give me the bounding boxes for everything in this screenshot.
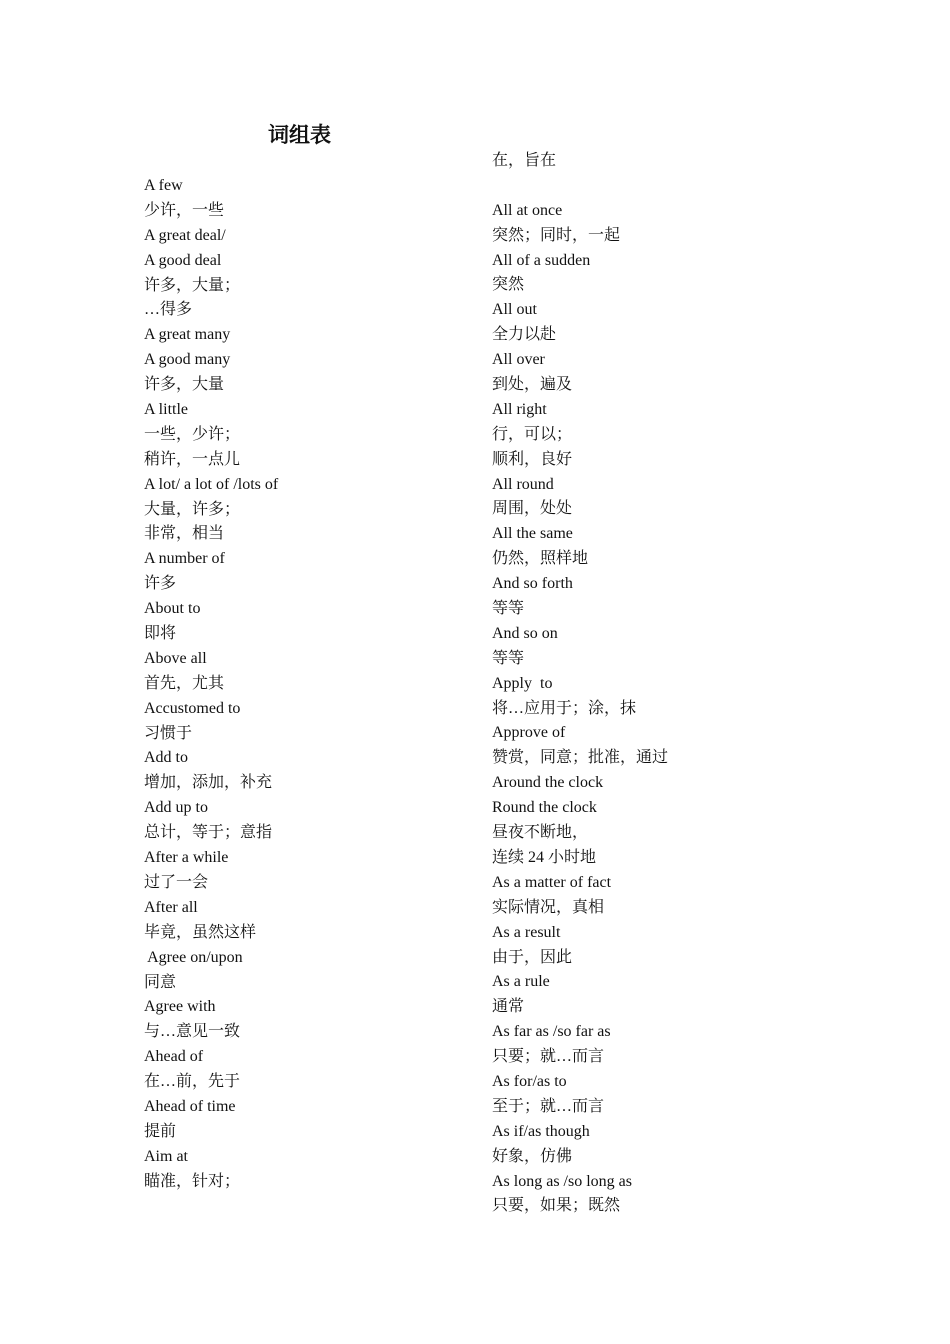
left-entry-line: 非常，相当 <box>144 525 225 543</box>
right-entry-line: All the same <box>492 525 573 543</box>
left-entry-line: 提前 <box>144 1122 177 1140</box>
right-entry-line: As a matter of fact <box>492 873 612 891</box>
right-entry-line: 连续 24 小时地 <box>492 848 597 866</box>
left-entry-line: 许多，大量 <box>144 376 225 394</box>
right-entry-line: 顺利，良好 <box>492 450 573 468</box>
left-entry-line: 与…意见一致 <box>144 1023 241 1041</box>
right-entry-line: All round <box>492 475 554 493</box>
left-entry-line: 首先，尤其 <box>144 674 225 692</box>
right-entry-line: 等等 <box>492 649 525 667</box>
left-entry-line: 少许，一些 <box>144 201 225 219</box>
left-entry-line: 习惯于 <box>144 724 193 742</box>
left-entry-line: After all <box>144 898 198 916</box>
right-entry-line: And so on <box>492 624 558 642</box>
left-entry-line: Ahead of <box>144 1048 204 1066</box>
left-entry-line: …得多 <box>144 301 193 319</box>
right-entry-line: 通常 <box>492 998 525 1016</box>
right-entry-line: As long as /so long as <box>492 1172 632 1190</box>
left-entry-line: Aim at <box>144 1147 188 1165</box>
right-entry-line: And so forth <box>492 575 573 593</box>
right-entry-line: 仍然，照样地 <box>492 550 589 568</box>
left-entry-line: 许多，大量； <box>144 276 241 294</box>
right-entry-line: 全力以赴 <box>492 326 557 344</box>
right-entry-line: Around the clock <box>492 774 604 792</box>
right-entry-line: All at once <box>492 201 563 219</box>
left-entry-line: A few <box>144 177 183 194</box>
right-entry-line: Round the clock <box>492 799 597 817</box>
right-entry-line: As a rule <box>492 973 550 991</box>
left-entry-line: 过了一会 <box>144 873 209 891</box>
right-entry-line: 行，可以； <box>492 425 573 443</box>
right-entry-line: 周围，处处 <box>492 500 573 518</box>
left-entry-line: Agree on/upon <box>144 948 243 966</box>
left-entry-line: Add to <box>144 749 188 767</box>
right-entry-line: 到处，遍及 <box>492 376 573 394</box>
right-entry-line: 实际情况，真相 <box>492 898 605 916</box>
right-entry-line: 好象，仿佛 <box>492 1147 573 1165</box>
left-entry-line: 许多 <box>144 575 177 593</box>
left-entry-line: 毕竟，虽然这样 <box>144 923 257 941</box>
left-column <box>144 174 464 1195</box>
left-entry-line: Agree with <box>144 998 216 1016</box>
left-entry-line: 总计，等于；意指 <box>144 824 273 842</box>
right-entry-line: As a result <box>492 923 561 941</box>
left-entry-line: A great many <box>144 326 231 344</box>
left-entry-line: 一些，少许； <box>144 425 241 443</box>
left-entry-line: About to <box>144 600 201 618</box>
right-entry-line: 等等 <box>492 600 525 618</box>
left-entry-line: 稍许，一点儿 <box>144 450 241 468</box>
right-entry-line <box>492 174 822 199</box>
left-entry-line: A number of <box>144 550 225 568</box>
right-entry-line: As far as /so far as <box>492 1023 611 1041</box>
right-entry-line: 将…应用于；涂，抹 <box>492 699 637 717</box>
left-entry-line: Accustomed to <box>144 699 241 717</box>
left-entry-line: 大量，许多； <box>144 500 241 518</box>
left-entry-line: Above all <box>144 649 207 667</box>
right-entry-line: 至于；就…而言 <box>492 1097 605 1115</box>
left-entry-line: 即将 <box>144 625 177 643</box>
right-entry-line: As for/as to <box>492 1072 567 1090</box>
right-entry-line: 昼夜不断地， <box>492 824 589 842</box>
page-title: 词组表 <box>268 124 331 147</box>
right-entry-line: All of a sudden <box>492 251 591 269</box>
right-entry-line: 突然 <box>492 276 525 294</box>
right-entry-line: 由于，因此 <box>492 948 573 966</box>
left-entry-line: Add up to <box>144 799 208 817</box>
left-entry-line: A great deal/ <box>144 226 226 244</box>
right-entry-line: 赞赏，同意；批准，通过 <box>492 749 669 767</box>
left-entry-line: A good deal <box>144 251 222 269</box>
left-entry-line: A good many <box>144 351 231 369</box>
left-entry-line: Ahead of time <box>144 1097 236 1115</box>
left-entry-line: 增加，添加，补充 <box>144 774 273 792</box>
left-entry-line: 瞄准，针对； <box>144 1172 241 1190</box>
right-entry-line: 在，旨在 <box>492 152 557 169</box>
right-entry-line: 只要；就…而言 <box>492 1048 605 1066</box>
right-entry-line: 只要，如果；既然 <box>492 1197 621 1215</box>
right-column <box>492 149 822 1219</box>
left-entry-line: After a while <box>144 849 229 867</box>
right-entry-line: All right <box>492 400 547 418</box>
right-entry-line: All out <box>492 301 537 319</box>
left-entry-line: A little <box>144 401 188 419</box>
left-entry-line: 同意 <box>144 973 177 991</box>
right-entry-line: Approve of <box>492 724 566 742</box>
right-entry-line: Apply to <box>492 674 553 692</box>
right-entry-line: 突然；同时，一起 <box>492 226 621 244</box>
right-entry-line: All over <box>492 351 545 369</box>
left-entry-line: A lot/ a lot of /lots of <box>144 475 279 493</box>
right-entry-line: As if/as though <box>492 1122 590 1140</box>
left-entry-line: 在…前，先于 <box>144 1073 241 1091</box>
